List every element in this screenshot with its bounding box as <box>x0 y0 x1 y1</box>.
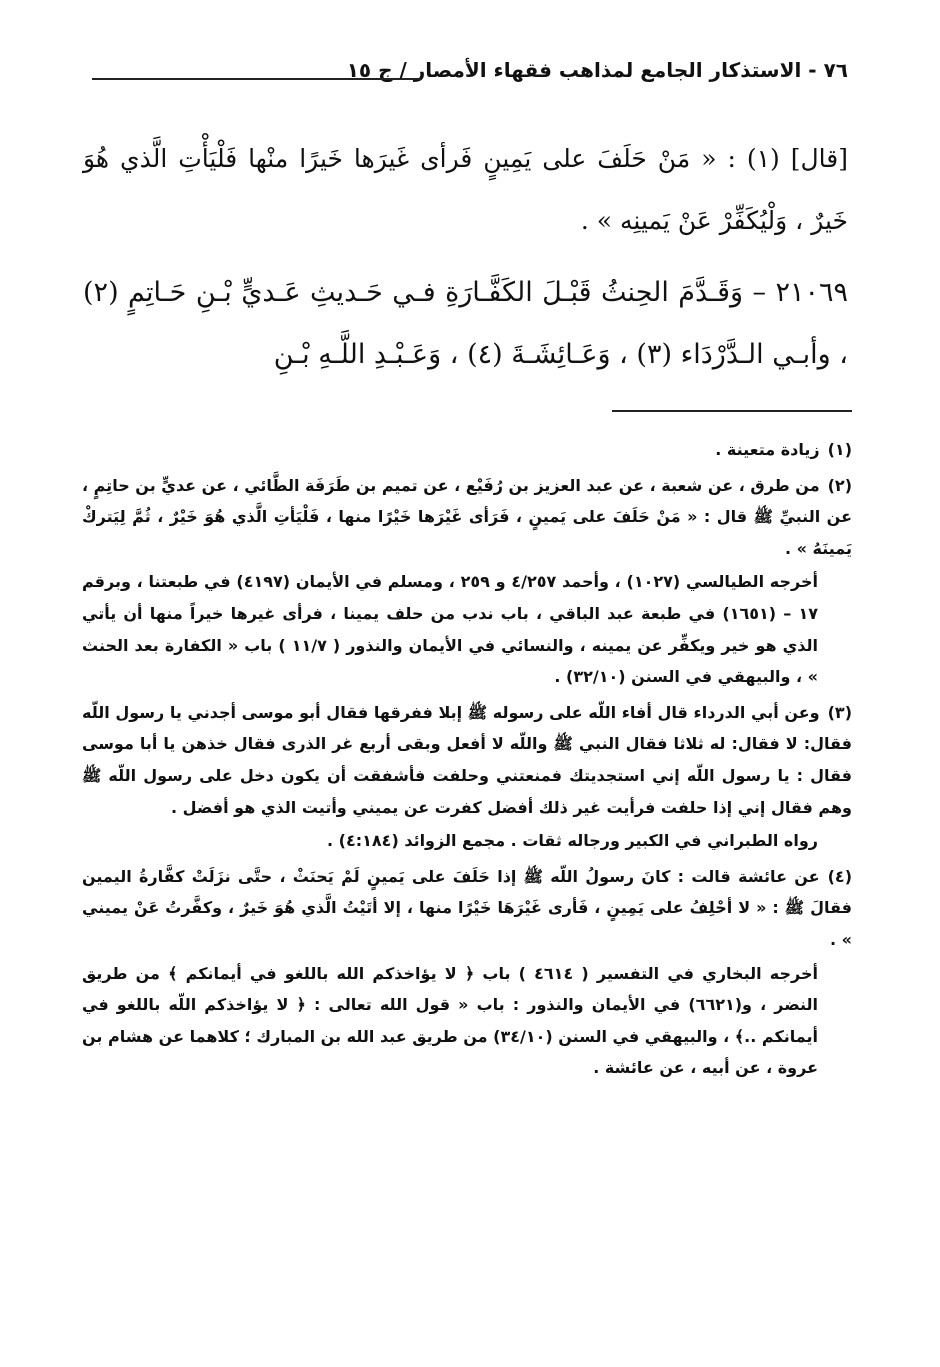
footnote-4 <box>82 861 852 1084</box>
footnote-text: وعن أبي الدرداء قال أفاء اللّه على رسوله ﷺ إبلا ففرقها فقال أبو موسى أجدني يا رسول اللّه فقال: لا فقال: له ثلاثا فقال النبي ﷺ واللّه لا أفعل وبقى أربع غر الذرى فقال خذهن يا أبا موسى فقال : يا رسول اللّه إني استجديتك فمنعتني وحلفت فأشفقت أن يكون دخل على رسول اللّه ﷺ وهم فقال إني إذا حلفت فرأيت غير ذلك أفضل كفرت عن يميني وأتيت الذي هو أفضل . <box>82 702 852 817</box>
footnote-2 <box>82 470 852 693</box>
footnote-text: زيادة متعينة . <box>715 440 820 459</box>
footnote-1 <box>82 434 852 466</box>
footnote-text: من طرق ، عن شعبة ، عن عبد العزيز بن رُفَيْع ، عن تميم بن طَرَفَة الطَّائي ، عن عديٍّ بن حاتِمٍ ، عن النبيِّ ﷺ قال : « مَنْ حَلَفَ على يَمينٍ ، فَرَأى غَيْرَها خَيْرًا منها ، فَلْيَأتِ الَّذي هُوَ خَيْرٌ ، ثُمَّ لِيَتركْ يَمينَهُ » . <box>81 475 852 558</box>
footnote-source: أخرجه البخاري في التفسير ( ٤٦١٤ ) باب ﴿ لا يؤاخذكم الله باللغو في أيمانكم ﴾ من طريق النضر ، و(٦٦٢١) في الأيمان والنذور : باب « قول الله تعالى : ﴿ لا يؤاخذكم اللّه باللغو في أيمانكم ..﴾ ، والبيهقي في السنن (٣٤/١٠) من طريق عبد الله بن المبارك ؛ كلاهما عن هشام بن عروة ، عن أبيه ، عن عائشة . <box>82 963 819 1078</box>
footnote-number: (٢) <box>827 475 852 495</box>
footnote-source: رواه الطبراني في الكبير ورجاله ثقات . مجمع الزوائد (٤:١٨٤) . <box>327 831 818 851</box>
main-paragraph-numbered: ٢١٠٦٩ – وَقَـدَّمَ الحِنثُ قَبْـلَ الكَفَّـارَةِ فـي حَـديثِ عَـديٍّ بْـنِ حَـاتِمٍ (٢) ، وأبـي الـدَّرْدَاء (٣) ، وَعَـائِشَـةَ (٤) ، وَعَـبْـدِ اللَّـهِ بْـنِ <box>83 277 848 370</box>
footnote-3 <box>82 697 852 857</box>
footnote-number: (٤) <box>827 866 852 886</box>
footnote-text: عن عائشة قالت : كانَ رسولُ اللّه ﷺ إذا حَلَفَ على يَمينٍ لَمْ يَحنَثْ ، حتَّى نزَلَتْ كفَّارةُ اليمين فقالَ ﷺ : « لا أحْلِفُ على يَمِينٍ ، فَأرى غَيْرَهَا خَيْرًا منها ، إلا أتَيْتُ الَّذي هُوَ خَيرٌ ، وكفَّرتُ عَنْ يميني » . <box>82 866 852 949</box>
footnote-number: (١) <box>827 440 852 459</box>
footnote-number: (٣) <box>827 702 852 722</box>
footnote-separator <box>612 410 852 412</box>
main-text <box>83 128 848 386</box>
running-head: ٧٦ - الاستذكار الجامع لمذاهب فقهاء الأمصار / ج ١٥ <box>346 58 848 82</box>
header-rule <box>92 78 422 80</box>
footnotes <box>82 434 852 1084</box>
footnote-source: أخرجه الطيالسي (١٠٢٧) ، وأحمد ٤/٢٥٧ و ٢٥٩ ، ومسلم في الأيمان (٤١٩٧) في طبعتنا ، وبرقم ١٧ – (١٦٥١) في طبعة عبد الباقي ، باب ندب من حلف يمينا ، فرأى غيرها خيراً منها أن يأتي الذي هو خير ويكفِّر عن يمينه ، والنسائي في الأيمان والنذور ( ١١/٧ ) باب « الكفارة بعد الحنث » ، والبيهقي في السنن (٣٢/١٠) . <box>82 572 819 687</box>
main-paragraph: [قال] (١) : « مَنْ حَلَفَ على يَمِينٍ فَرأى غَيرَها خَيرًا منْها فَلْيَأْتِ الَّذي هُوَ خَيرٌ ، وَلْيُكَفِّرْ عَنْ يَمينِه » . <box>83 144 848 235</box>
